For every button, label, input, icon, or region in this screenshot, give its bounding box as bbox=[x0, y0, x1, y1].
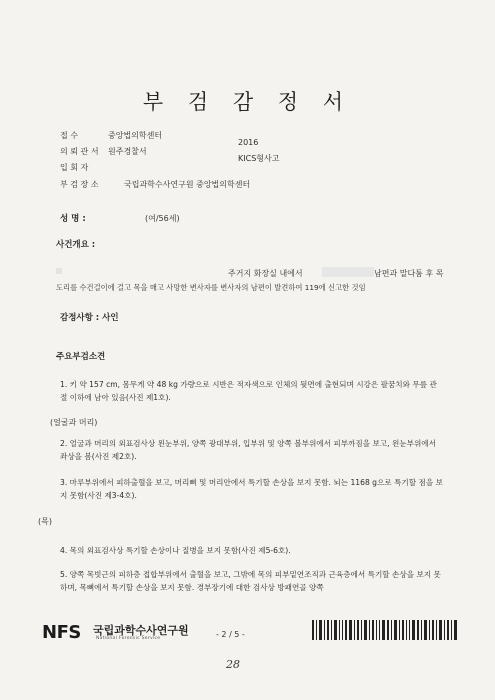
case-summary-line1a: 주거지 화장실 내에서 bbox=[228, 269, 303, 278]
page-number: - 2 / 5 - bbox=[216, 630, 245, 639]
place-label: 부 검 장 소 bbox=[60, 180, 99, 189]
report-year: 2016 bbox=[238, 138, 259, 147]
redaction-block bbox=[322, 267, 374, 277]
name-label: 성 명 : bbox=[60, 214, 86, 224]
institute-name: 국립과학수사연구원 bbox=[93, 624, 189, 637]
reception-value: 중앙법의학센터 bbox=[108, 131, 163, 140]
case-summary-line1b: 남편과 말다툼 후 목 bbox=[374, 269, 444, 278]
case-summary-line2: 도리를 수건걸이에 걸고 목을 매고 사망한 변사자를 변사자의 남편이 발견하여 119에 신고한 것임 bbox=[56, 283, 366, 292]
section-neck-head: (목) bbox=[38, 517, 52, 526]
finding-item-3: 3. 마루부위에서 피하출혈을 보고, 머리뼈 및 머리안에서 특기할 손상을 보지 못함. 뇌는 1168 g으로 특기할 점을 보지 못함(사진 제3-4호). bbox=[60, 478, 443, 500]
requester-label: 의 뢰 관 서 bbox=[60, 147, 99, 156]
reception-label: 접 수 bbox=[60, 131, 78, 140]
findings-label: 주요부검소견 bbox=[56, 352, 106, 362]
requester-value: 원주경찰서 bbox=[108, 147, 147, 156]
finding-item-4: 4. 목의 외표검사상 특기할 손상이나 질병을 보지 못함(사진 제5-6호). bbox=[60, 546, 291, 555]
finding-item-2: 2. 얼굴과 머리의 외표검사상 왼눈부위, 양쪽 광대부위, 입부위 및 양쪽 볼부위에서 피부까짐을 보고, 왼눈부위에서 좌상을 봄(사진 제2호). bbox=[60, 439, 436, 461]
finding-item-1: 1. 키 약 157 cm, 몸무게 약 48 kg 가량으로 시반은 적자색으로 인체의 뒷면에 출현되며 시강은 팔꿈치와 무릎 관절 이하에 남아 있음(사진 제1호). bbox=[60, 380, 437, 402]
section-face-head: (얼굴과 머리) bbox=[50, 418, 98, 427]
institute-name-en: National Forensic Service bbox=[96, 636, 161, 641]
exam-label: 감정사항 : 사인 bbox=[60, 313, 119, 323]
redaction-mark bbox=[56, 268, 62, 274]
document-title: 부 검 감 정 서 bbox=[142, 90, 353, 114]
case-number: KICS형사고 bbox=[238, 154, 280, 163]
finding-item-5: 5. 양쪽 목빗근의 피하층 접합부위에서 출혈을 보고, 그밖에 목의 피부밑연조직과 근육층에서 특기할 손상을 보지 못하며, 목뼈에서 특기할 손상을 보지 못함. 경부장기에 대한 검사상 방패연골 양쪽 bbox=[60, 570, 441, 592]
case-summary-label: 사건개요 : bbox=[56, 240, 96, 250]
name-value: (여/56세) bbox=[145, 214, 180, 223]
nfs-logo: NFS bbox=[42, 622, 81, 643]
handwritten-page-mark: 28 bbox=[226, 658, 240, 671]
observer-label: 입 회 자 bbox=[60, 163, 89, 172]
barcode-icon bbox=[312, 620, 457, 640]
place-value: 국립과학수사연구원 중앙법의학센터 bbox=[124, 180, 251, 189]
